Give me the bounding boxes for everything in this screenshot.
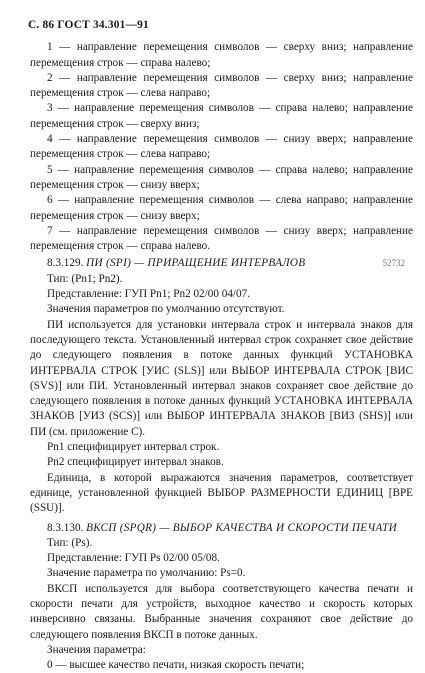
section-body: ПИ используется для установки интервала строк и интервала знаков для последующего текста. Установленный интервал строк сохраняет свое действие до следующего появления в потоке данных функций УСТАНОВКА ИНТЕРВАЛА СТРОК [УИС (SLS)] или ВЫБОР ИНТЕРВАЛА СТРОК [ВИС (SVS)] или ПИ. Установленный интервал знаков сохраняет свое действие до следующего появления в потоке данных функций УСТАНОВКА ИНТЕРВАЛА ЗНАКОВ [УИЗ (SCS)] или ВЫБОР ИНТЕРВАЛА ЗНАКОВ [ВИЗ (SHS)] или ПИ (см. приложение С). bbox=[30, 318, 413, 438]
section-number: 8.3.129. bbox=[47, 257, 84, 270]
page-stamp: 52732 bbox=[382, 258, 405, 269]
list-item: 1 — направление перемещения символов — сверху вниз; направление перемещения строк — справа налево; bbox=[30, 41, 413, 69]
section-type: Тип: (Pn1; Pn2). bbox=[47, 272, 123, 285]
section-pn1: Pn1 специфицирует интервал строк. bbox=[47, 441, 220, 454]
section-units: Единица, в которой выражаются значения параметров, соответствует единице, установленной функцией ВЫБОР РАЗМЕРНОСТИ ЕДИНИЦ [ВРЕ (SSU)]. bbox=[30, 471, 413, 515]
section-defaults: Значения параметров по умолчанию отсутствуют. bbox=[47, 303, 285, 316]
section-representation: Представление: ГУП Ps 02/00 05/08. bbox=[47, 552, 220, 565]
list-item: 6 — направление перемещения символов — слева направо; направление перемещения строк — снизу вверх; bbox=[30, 194, 413, 222]
list-item: 7 — направление перемещения символов — снизу вверх; направление перемещения строк — справа налево. bbox=[30, 224, 413, 253]
list-item: 5 — направление перемещения символов — справа налево; направление перемещения строк — снизу вверх; bbox=[30, 163, 413, 191]
section-default: Значение параметра по умолчанию: Ps=0. bbox=[47, 567, 246, 580]
section-8-3-129-heading bbox=[30, 256, 413, 271]
section-title: ВКСП (SPQR) — ВЫБОР КАЧЕСТВА И СКОРОСТИ ПЕЧАТИ bbox=[86, 521, 398, 534]
section-8-3-130-heading bbox=[30, 521, 413, 536]
section-type: Тип: (Ps). bbox=[47, 536, 93, 549]
section-value-0: 0 — высшее качество печати, низкая скорость печати; bbox=[47, 659, 305, 672]
section-values-label: Значения параметра: bbox=[47, 643, 146, 656]
list-item: 3 — направление перемещения символов — справа налево; направление перемещения строк — сверху вниз; bbox=[30, 102, 413, 130]
direction-list bbox=[30, 40, 413, 254]
section-pn2: Pn2 специфицирует интервал знаков. bbox=[47, 456, 224, 469]
section-title: ПИ (SPI) — ПРИРАЩЕНИЕ ИНТЕРВАЛОВ bbox=[86, 257, 306, 270]
section-body: ВКСП используется для выбора соответствующего качества печати и скорости печати для устройств, выходное качество и скорость которых инверсивно связаны. Выбранные значения сохраняют свое действие до следующего появления ВКСП в потоке данных. bbox=[30, 582, 413, 641]
section-number: 8.3.130. bbox=[47, 521, 84, 534]
page-header: С. 86 ГОСТ 34.301—91 bbox=[28, 19, 149, 31]
section-representation: Представление: ГУП Pn1; Pn2 02/00 04/07. bbox=[47, 288, 251, 301]
list-item: 2 — направление перемещения символов — сверху вниз; направление перемещения строк — слева направо; bbox=[30, 71, 413, 100]
list-item: 4 — направление перемещения символов — снизу вверх; направление перемещения строк — слева направо; bbox=[30, 133, 413, 161]
